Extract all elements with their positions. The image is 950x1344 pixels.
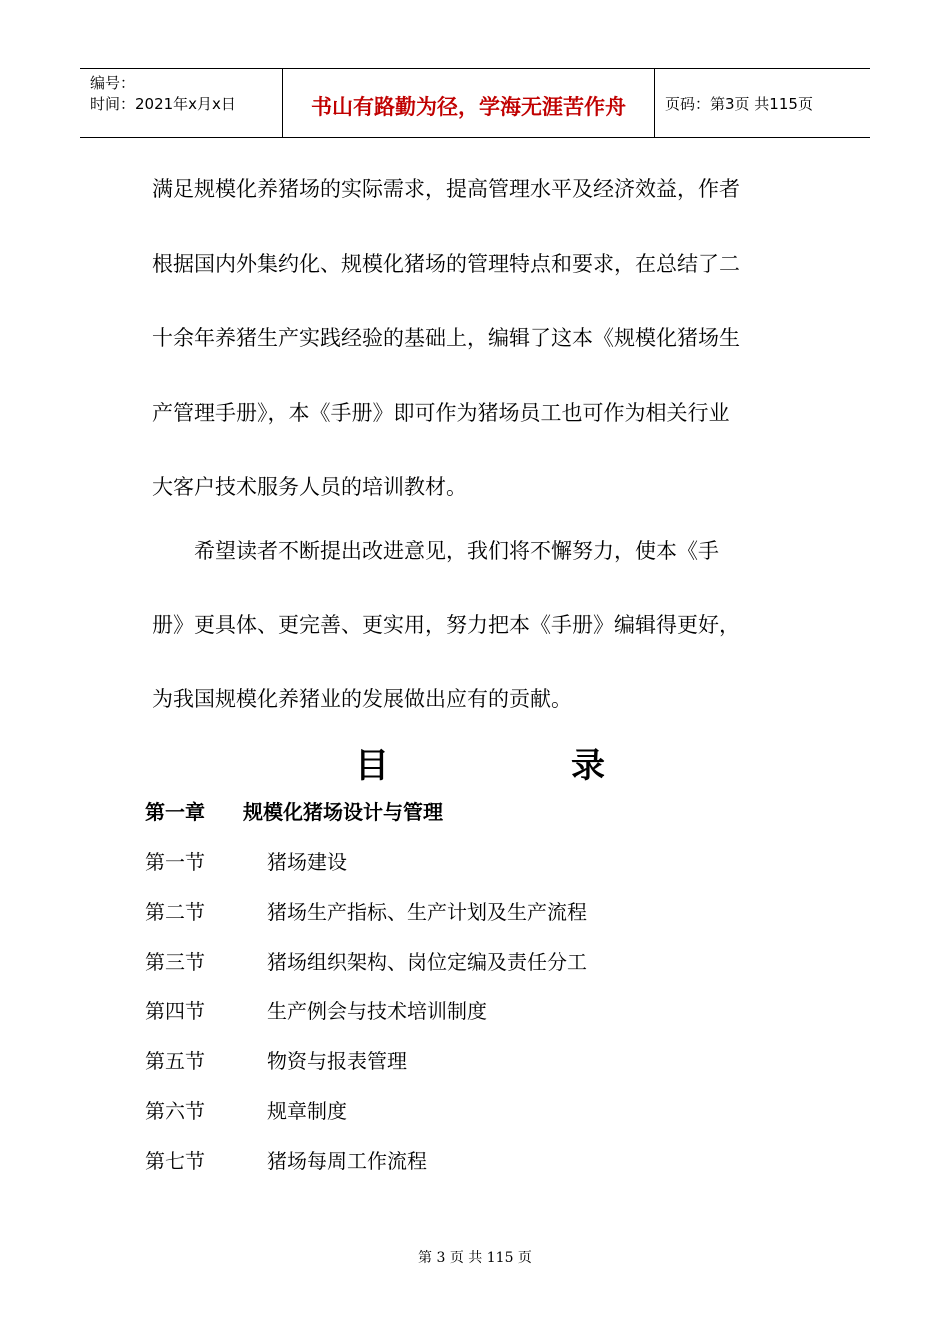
toc-title (355, 738, 605, 787)
toc-section (145, 1045, 407, 1074)
toc-section (145, 995, 487, 1024)
toc-section-title: 规章制度 (267, 1099, 347, 1123)
body-line: 产管理手册》，本《手册》即可作为猪场员工也可作为相关行业 (152, 401, 730, 425)
toc-section-number: 第四节 (145, 999, 205, 1023)
header-motto: 书山有路勤为径，学海无涯苦作舟 (311, 95, 626, 119)
header-page-info: 页码：第3页 共115页 (665, 94, 813, 113)
body-line: 希望读者不断提出改进意见，我们将不懈努力，使本《手 (152, 539, 719, 563)
toc-chapter (145, 796, 443, 825)
body-line: 为我国规模化养猪业的发展做出应有的贡献。 (152, 687, 572, 711)
page-footer: 第 3 页 共 115 页 (418, 1250, 532, 1266)
toc-section-number: 第七节 (145, 1149, 205, 1173)
toc-title-right: 录 (571, 746, 605, 786)
toc-section-number: 第一节 (145, 850, 205, 874)
body-line: 满足规模化养猪场的实际需求，提高管理水平及经济效益，作者 (152, 177, 740, 201)
toc-section (145, 1095, 347, 1124)
toc-section (145, 1145, 427, 1174)
toc-title-left: 目 (355, 746, 389, 786)
toc-section-title: 猪场生产指标、生产计划及生产流程 (267, 900, 587, 924)
toc-section-title: 生产例会与技术培训制度 (267, 999, 487, 1023)
body-line: 大客户技术服务人员的培训教材。 (152, 475, 467, 499)
toc-section (145, 846, 347, 875)
body-line: 册》更具体、更完善、更实用，努力把本《手册》编辑得更好， (152, 613, 740, 637)
toc-section-number: 第六节 (145, 1099, 205, 1123)
toc-section-title: 猪场组织架构、岗位定编及责任分工 (267, 950, 587, 974)
page-header (80, 68, 870, 138)
toc-section-title: 猪场每周工作流程 (267, 1149, 427, 1173)
toc-section-title: 猪场建设 (267, 850, 347, 874)
toc-section-number: 第三节 (145, 950, 205, 974)
body-line: 根据国内外集约化、规模化猪场的管理特点和要求，在总结了二 (152, 252, 740, 276)
header-motto-cell (283, 69, 655, 137)
toc-chapter-number: 第一章 (145, 800, 205, 824)
toc-section (145, 946, 587, 975)
document-number-label: 编号： (90, 74, 136, 92)
header-meta-cell (80, 69, 283, 137)
body-line: 十余年养猪生产实践经验的基础上，编辑了这本《规模化猪场生 (152, 326, 740, 350)
toc-section (145, 896, 587, 925)
toc-section-number: 第二节 (145, 900, 205, 924)
toc-section-title: 物资与报表管理 (267, 1049, 407, 1073)
document-date: 时间：2021年x月x日 (90, 95, 236, 113)
toc-chapter-title: 规模化猪场设计与管理 (243, 800, 443, 824)
toc-section-number: 第五节 (145, 1049, 205, 1073)
